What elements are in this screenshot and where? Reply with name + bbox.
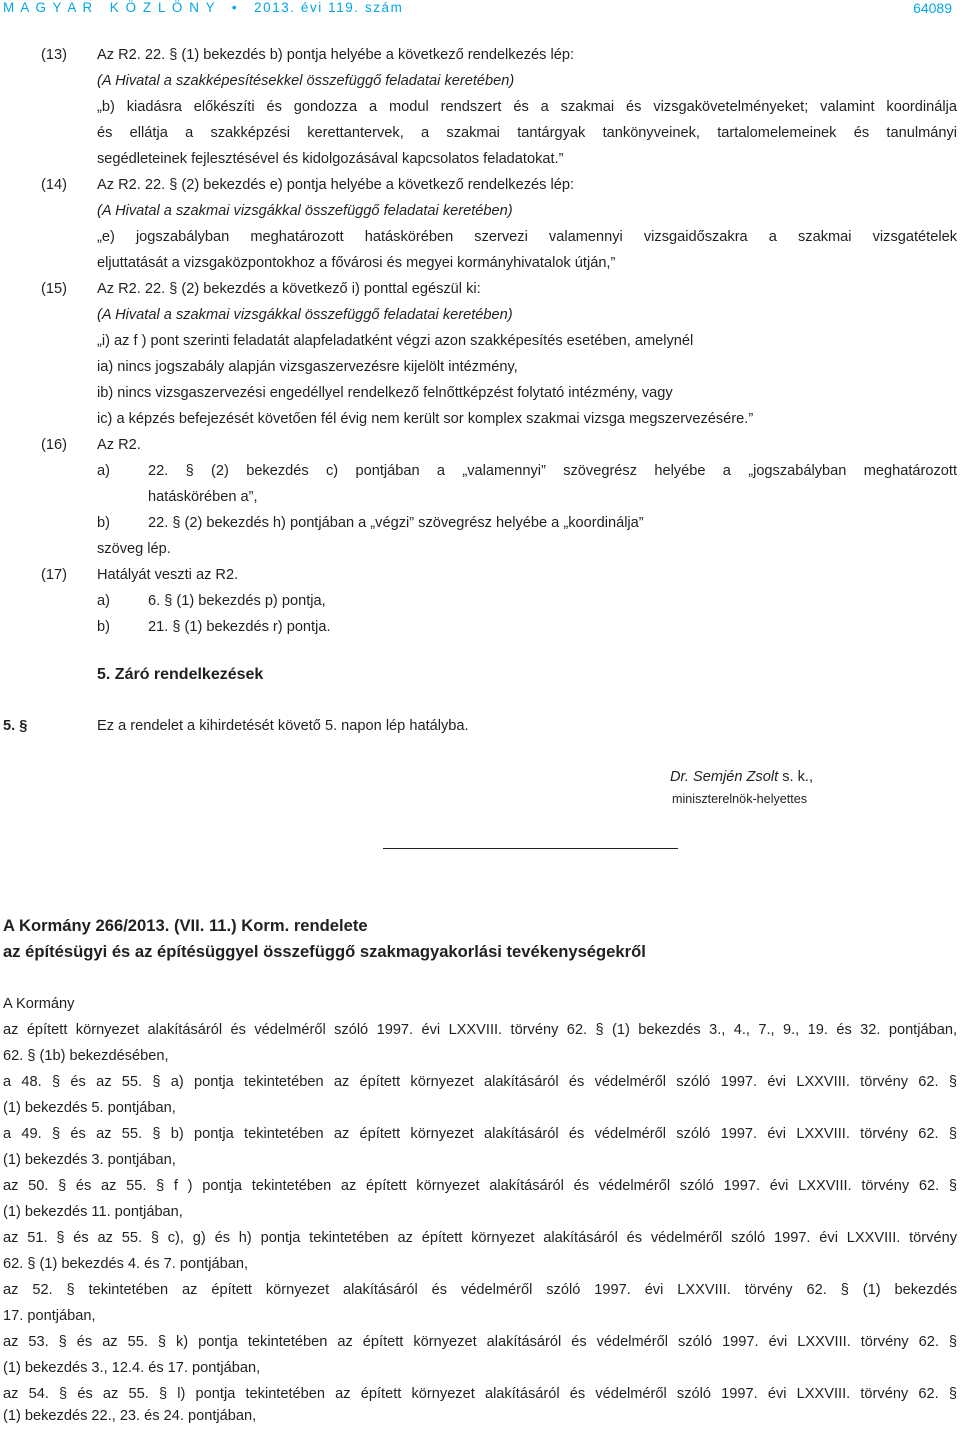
text-line: 62. § (1) bekezdés 4. és 7. pontjában, — [3, 1256, 249, 1272]
paragraph-number: 5. § — [3, 718, 28, 734]
text-line: 17. pontjában, — [3, 1308, 96, 1324]
signatory — [670, 768, 813, 786]
text-line: Ez a rendelet a kihirdetését követő 5. napon lép hatályba. — [97, 718, 469, 734]
paragraph-number: (17) — [41, 567, 67, 583]
decree-subtitle: az építésügyi és az építésüggyel összefüggő szakmagyakorlási tevékenységekről — [3, 942, 646, 961]
text-line: eljuttatását a vizsgaközpontokhoz a fővárosi és megyei kormányhivatalok útján,” — [97, 255, 616, 271]
text-line: 22. § (2) bekezdés c) pontjában a „valamennyi” szövegrész helyébe a „jogszabályban meghatározott — [148, 463, 957, 479]
item-label: a) — [97, 593, 110, 609]
page-number: 64089 — [913, 0, 952, 16]
text-line: az épített környezet alakításáról és védelméről szóló 1997. évi LXXVIII. törvény 62. § (1) bekezdés 3., 4., 7., 9., 19. és 32. pontjában, — [3, 1022, 957, 1038]
text-line: (A Hivatal a szakmai vizsgákkal összefüggő feladatai keretében) — [97, 203, 513, 219]
text-line: „e) jogszabályban meghatározott hatáskörében szervezi valamennyi vizsgaidőszakra a szakmai vizsgatételek — [97, 229, 957, 245]
text-line: a 49. § és az 55. § b) pontja tekintetében az épített környezet alakításáról és védelméről szóló 1997. évi LXXVIII. törvény 62. § — [3, 1126, 957, 1142]
decree-title: A Kormány 266/2013. (VII. 11.) Korm. rendelete — [3, 916, 368, 935]
text-line: az 51. § és az 55. § c), g) és h) pontja tekintetében az épített környezet alakításáról és védelméről szóló 1997. évi LXXVIII. törvény — [3, 1230, 957, 1246]
item-label: b) — [97, 619, 110, 635]
text-line: 21. § (1) bekezdés r) pontja. — [148, 619, 331, 635]
text-line: (A Hivatal a szakmai vizsgákkal összefüggő feladatai keretében) — [97, 307, 513, 323]
text-line: (1) bekezdés 3., 12.4. és 17. pontjában, — [3, 1360, 261, 1376]
signatory-title: miniszterelnök-helyettes — [672, 792, 808, 806]
text-line: szöveg lép. — [97, 541, 171, 557]
text-line: az 54. § és az 55. § l) pontja tekintetében az épített környezet alakításáról és védelméről szóló 1997. évi LXXVIII. törvény 62. § — [3, 1386, 957, 1402]
text-line: (1) bekezdés 3. pontjában, — [3, 1152, 176, 1168]
paragraph-number: (15) — [41, 281, 67, 297]
text-line: ia) nincs jogszabály alapján vizsgaszervezésre kijelölt intézmény, — [97, 359, 518, 375]
text-line: 6. § (1) bekezdés p) pontja, — [148, 593, 326, 609]
text-line: az 52. § tekintetében az épített környezet alakításáról és védelméről szóló 1997. évi LXXVIII. törvény 62. § (1) bekezdés — [3, 1282, 957, 1298]
text-line: hatáskörében a”, — [148, 489, 258, 505]
text-line: (1) bekezdés 5. pontjában, — [3, 1100, 176, 1116]
item-label: a) — [97, 463, 110, 479]
text-line: (A Hivatal a szakképesítésekkel összefüggő feladatai keretében) — [97, 73, 515, 89]
signatory-suffix: s. k., — [778, 769, 814, 785]
text-line: segédleteinek fejlesztésével és kidolgozásával kapcsolatos feladatokat.” — [97, 151, 564, 167]
journal-title: M A G Y A R K Ö Z L Ö N Y • 2013. évi 119. szám — [3, 0, 404, 15]
text-line: az 53. § és az 55. § k) pontja tekintetében az épített környezet alakításáról és védelméről szóló 1997. évi LXXVIII. törvény 62. § — [3, 1334, 957, 1350]
divider — [383, 848, 678, 849]
text-line: és ellátja a szakképzési kerettantervek, a szakmai tantárgyak tankönyveinek, tartalomelemeinek és tanulmányi — [97, 125, 957, 141]
text-line: „b) kiadásra előkészíti és gondozza a modul rendszert és a szakmai és vizsgakövetelményeket; valamint koordinálja — [97, 99, 957, 115]
text-line: Az R2. 22. § (2) bekezdés a következő i) ponttal egészül ki: — [97, 281, 481, 297]
paragraph-number: (13) — [41, 47, 67, 63]
text-line: az 50. § és az 55. § f ) pontja tekintetében az épített környezet alakításáról és védelméről szóló 1997. évi LXXVIII. törvény 62. § — [3, 1178, 957, 1194]
section-heading: 5. Záró rendelkezések — [97, 666, 264, 683]
text-line: (1) bekezdés 22., 23. és 24. pontjában, — [3, 1408, 257, 1424]
text-line: „i) az f ) pont szerinti feladatát alapfeladatként végzi azon szakképesítés esetében, amelynél — [97, 333, 694, 349]
signatory-name: Dr. Semjén Zsolt — [670, 769, 779, 785]
text-line: a 48. § és az 55. § a) pontja tekintetében az épített környezet alakításáról és védelméről szóló 1997. évi LXXVIII. törvény 62. § — [3, 1074, 957, 1090]
text-line: ic) a képzés befejezését követően fél évig nem került sor komplex szakmai vizsga megszervezésére.” — [97, 411, 754, 427]
text-line: 62. § (1b) bekezdésében, — [3, 1048, 169, 1064]
text-line: Az R2. — [97, 437, 141, 453]
paragraph-number: (16) — [41, 437, 67, 453]
text-line: (1) bekezdés 11. pontjában, — [3, 1204, 183, 1220]
item-label: b) — [97, 515, 110, 531]
text-line: A Kormány — [3, 996, 75, 1012]
text-line: ib) nincs vizsgaszervezési engedéllyel rendelkező felnőttképzést folytató intézmény, vagy — [97, 385, 673, 401]
text-line: 22. § (2) bekezdés h) pontjában a „végzi” szövegrész helyébe a „koordinálja” — [148, 515, 644, 531]
text-line: Az R2. 22. § (1) bekezdés b) pontja helyébe a következő rendelkezés lép: — [97, 47, 575, 63]
text-line: Hatályát veszti az R2. — [97, 567, 239, 583]
text-line: Az R2. 22. § (2) bekezdés e) pontja helyébe a következő rendelkezés lép: — [97, 177, 575, 193]
paragraph-number: (14) — [41, 177, 67, 193]
